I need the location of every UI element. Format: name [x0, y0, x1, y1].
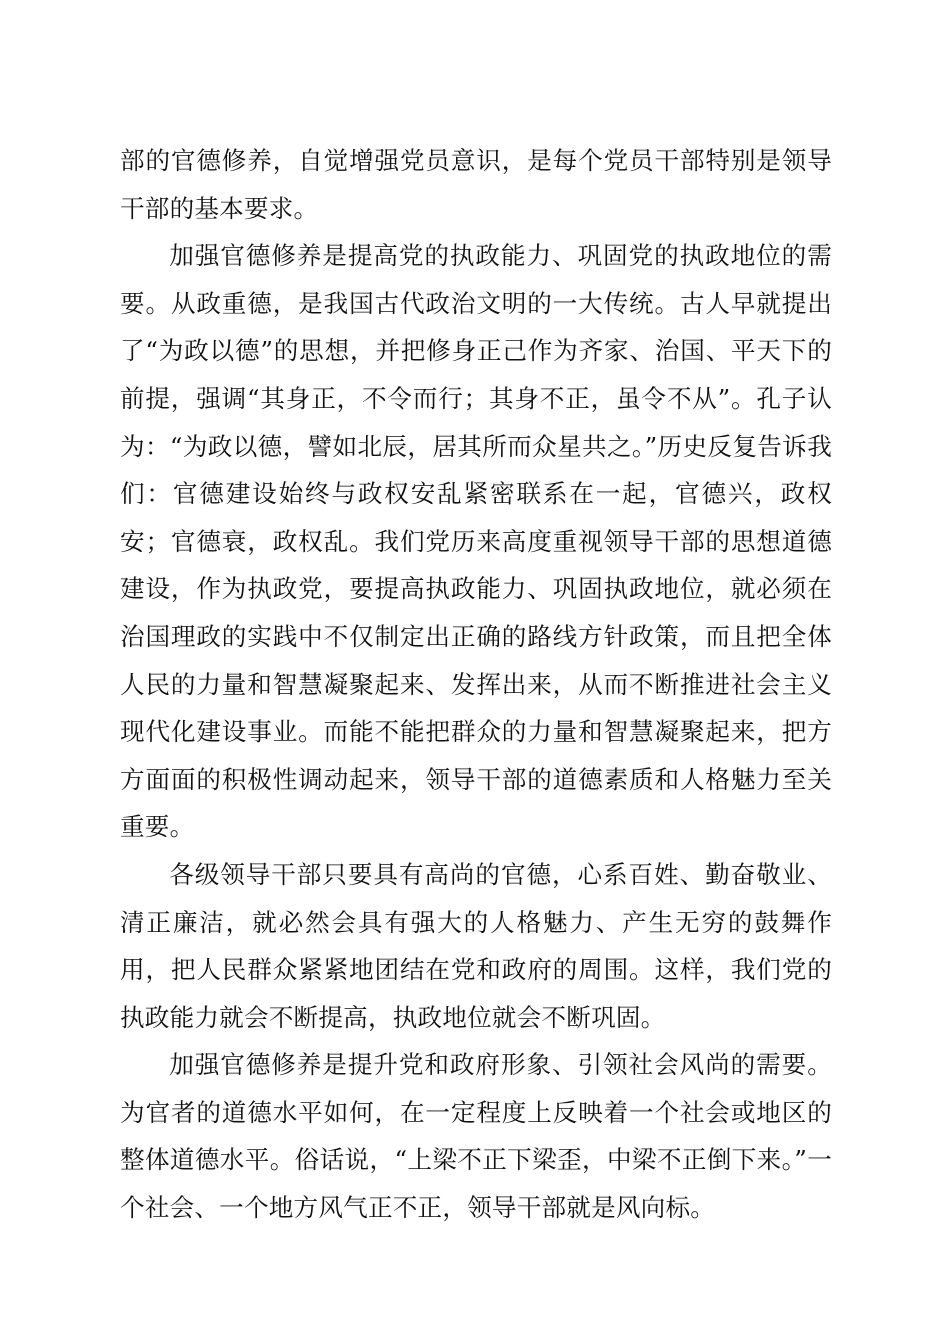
- paragraph-3: 各级领导干部只要具有高尚的官德，心系百姓、勤奋敬业、清正廉洁，就必然会具有强大的人格魅力、产生无穷的鼓舞作用，把人民群众紧紧地团结在党和政府的周围。这样，我们党的执政能力就会不断提高，执政地位就会不断巩固。: [120, 859, 832, 1032]
- paragraph-2: 加强官德修养是提高党的执政能力、巩固党的执政地位的需要。从政重德，是我国古代政治文明的一大传统。古人早就提出了“为政以德”的思想，并把修身正己作为齐家、治国、平天下的前提，强调“其身正，不令而行；其身不正，虽令不从”。孔子认为：“为政以德，譬如北辰，居其所而众星共之。”历史反复告诉我们：官德建设始终与政权安乱紧密联系在一起，官德兴，政权安；官德衰，政权乱。我们党历来高度重视领导干部的思想道德建设，作为执政党，要提高执政能力、巩固执政地位，就必须在治国理政的实践中不仅制定出正确的路线方针政策，而且把全体人民的力量和智慧凝聚起来、发挥出来，从而不断推进社会主义现代化建设事业。而能不能把群众的力量和智慧凝聚起来，把方方面面的积极性调动起来，领导干部的道德素质和人格魅力至关重要。: [120, 241, 832, 842]
- document-page: [120, 137, 832, 1232]
- paragraph-4: 加强官德修养是提升党和政府形象、引领社会风尚的需要。为官者的道德水平如何，在一定程度上反映着一个社会或地区的整体道德水平。俗话说，“上梁不正下梁歪，中梁不正倒下来。”一个社会、一个地方风气正不正，领导干部就是风向标。: [120, 1050, 832, 1223]
- paragraph-1: 部的官德修养，自觉增强党员意识，是每个党员干部特别是领导干部的基本要求。: [120, 146, 832, 223]
